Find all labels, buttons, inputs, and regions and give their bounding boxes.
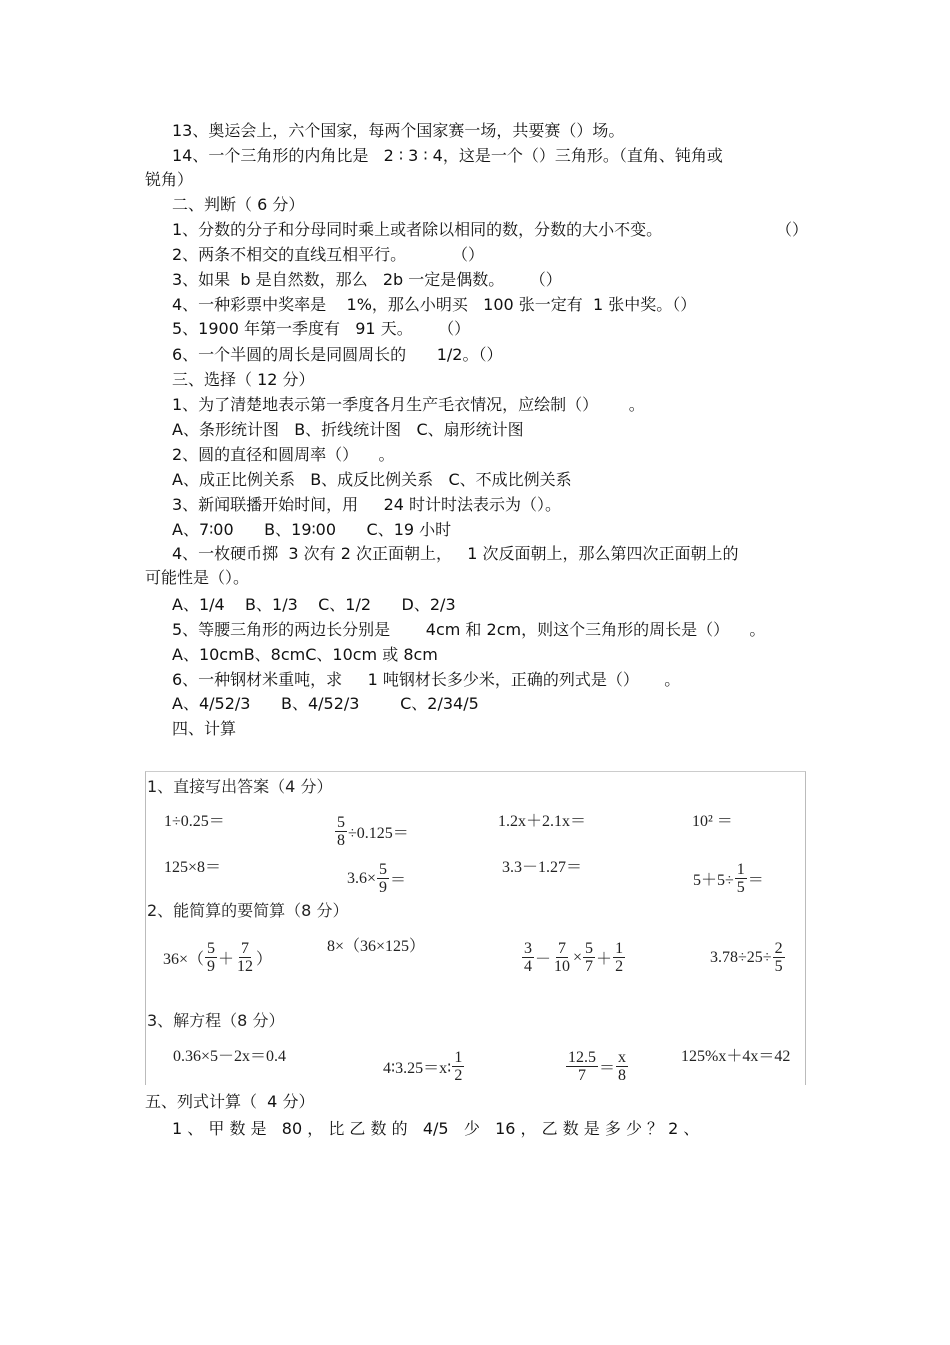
q14-line1: 14、一个三角形的内角比是 2 ∶ 3 ∶ 4，这是一个（）三角形。（直角、钝角或 [172,146,723,165]
calc-r2-c: 3.3－1.27＝ [502,859,583,876]
choice-2: 2、圆的直径和圆周率（） 。 [172,445,395,464]
calc-r3-d: 3.78÷25÷ $\frac{2}{5}$ [710,940,783,975]
choice-4-line1: 4、一枚硬币掷 3 次有 2 次正面朝上， 1 次反面朝上，那么第四次正面朝上的 [172,544,739,563]
choice-3: 3、新闻联播开始时间，用 24 时计时法表示为（）。 [172,495,562,514]
choice-3-options: A、7∶00 B、19∶00 C、19 小时 [172,520,452,539]
calc-r1-d: 10² ＝ [692,813,733,830]
calc-r3-a: 36×（ $\frac{5}{9}$ ＋ $\frac{7}{12}$ ） [163,940,273,975]
section-2-title: 二、判断（ 6 分） [172,195,305,214]
choice-1-options: A、条形统计图 B、折线统计图 C、扇形统计图 [172,420,524,439]
section-3-title: 三、选择（ 12 分） [172,370,315,389]
choice-6-options: A、4/52/3 B、4/52/3 C、2/34/5 [172,694,479,713]
judge-1: 1、分数的分子和分母同时乘上或者除以相同的数，分数的大小不变。 [172,220,663,239]
calc-r3-b: 8×（36×125） [327,938,426,955]
judge-3: 3、如果 b 是自然数，那么 2b 一定是偶数。 （） [172,270,562,289]
judge-5: 5、1900 年第一季度有 91 天。 （） [172,319,471,338]
calc-r2-b: 3.6× $\frac{5}{9}$ ＝ [347,861,407,896]
calc-r1-c: 1.2x＋2.1x＝ [498,813,587,830]
section-4-title: 四、计算 [172,719,237,738]
q14-line2: 锐角） [145,170,194,189]
judge-1-paren: （） [776,220,809,239]
calc-r4-a: 0.36×5－2x＝0.4 [173,1048,287,1065]
word-problem-1: 1 、 甲 数 是 80 ， 比 乙 数 的 4/5 少 16 ， 乙 数 是 多 少 ？ 2 、 [172,1119,700,1138]
calc-heading-2: 2、能简算的要简算（8 分） [147,901,349,920]
calc-r2-a: 125×8＝ [164,859,222,876]
calc-r1-a: 1÷0.25＝ [164,813,225,830]
section-5-title: 五、列式计算（ 4 分） [145,1092,315,1111]
choice-1: 1、为了清楚地表示第一季度各月生产毛衣情况，应绘制（） 。 [172,395,645,414]
choice-2-options: A、成正比例关系 B、成反比例关系 C、不成比例关系 [172,470,572,489]
calc-r4-d: 125%x＋4x＝42 [681,1048,791,1065]
choice-4-options: A、1/4 B、1/3 C、1/2 D、2/3 [172,595,456,614]
choice-4-line2: 可能性是（）。 [145,568,250,587]
calc-r3-c: $\frac{3}{4}$ － $\frac{7}{10}$ × $\frac{5}{7}$ ＋ $\frac{1}{2}$ [524,940,624,975]
choice-5-options: A、10cmB、8cmC、10cm 或 8cm [172,645,438,664]
calc-heading-1: 1、直接写出答案（4 分） [147,777,333,796]
calc-r4-b: 4∶3.25＝x∶ $\frac{1}{2}$ [383,1049,463,1084]
choice-6: 6、一种钢材米重吨，求 1 吨钢材长多少米，正确的列式是（） 。 [172,670,681,689]
calc-r2-d: 5＋5÷ $\frac{1}{5}$ ＝ [693,861,764,896]
judge-2: 2、两条不相交的直线互相平行。 （） [172,245,484,264]
judge-4: 4、一种彩票中奖率是 1%，那么小明买 100 张一定有 1 张中奖。（） [172,295,697,314]
choice-5: 5、等腰三角形的两边长分别是 4cm 和 2cm，则这个三角形的周长是（） 。 [172,620,766,639]
judge-6: 6、一个半圆的周长是同圆周长的 1/2。（） [172,345,503,364]
calc-r1-b: $\frac{5}{8}$ ÷0.125＝ [337,814,409,849]
q13: 13、奥运会上，六个国家，每两个国家赛一场，共要赛（）场。 [172,121,625,140]
calculation-panel [145,771,806,1085]
calc-heading-3: 3、解方程（8 分） [147,1011,285,1030]
calc-r4-c: $\frac{12.5}{7}$ ＝ $\frac{x}{8}$ [568,1049,627,1084]
